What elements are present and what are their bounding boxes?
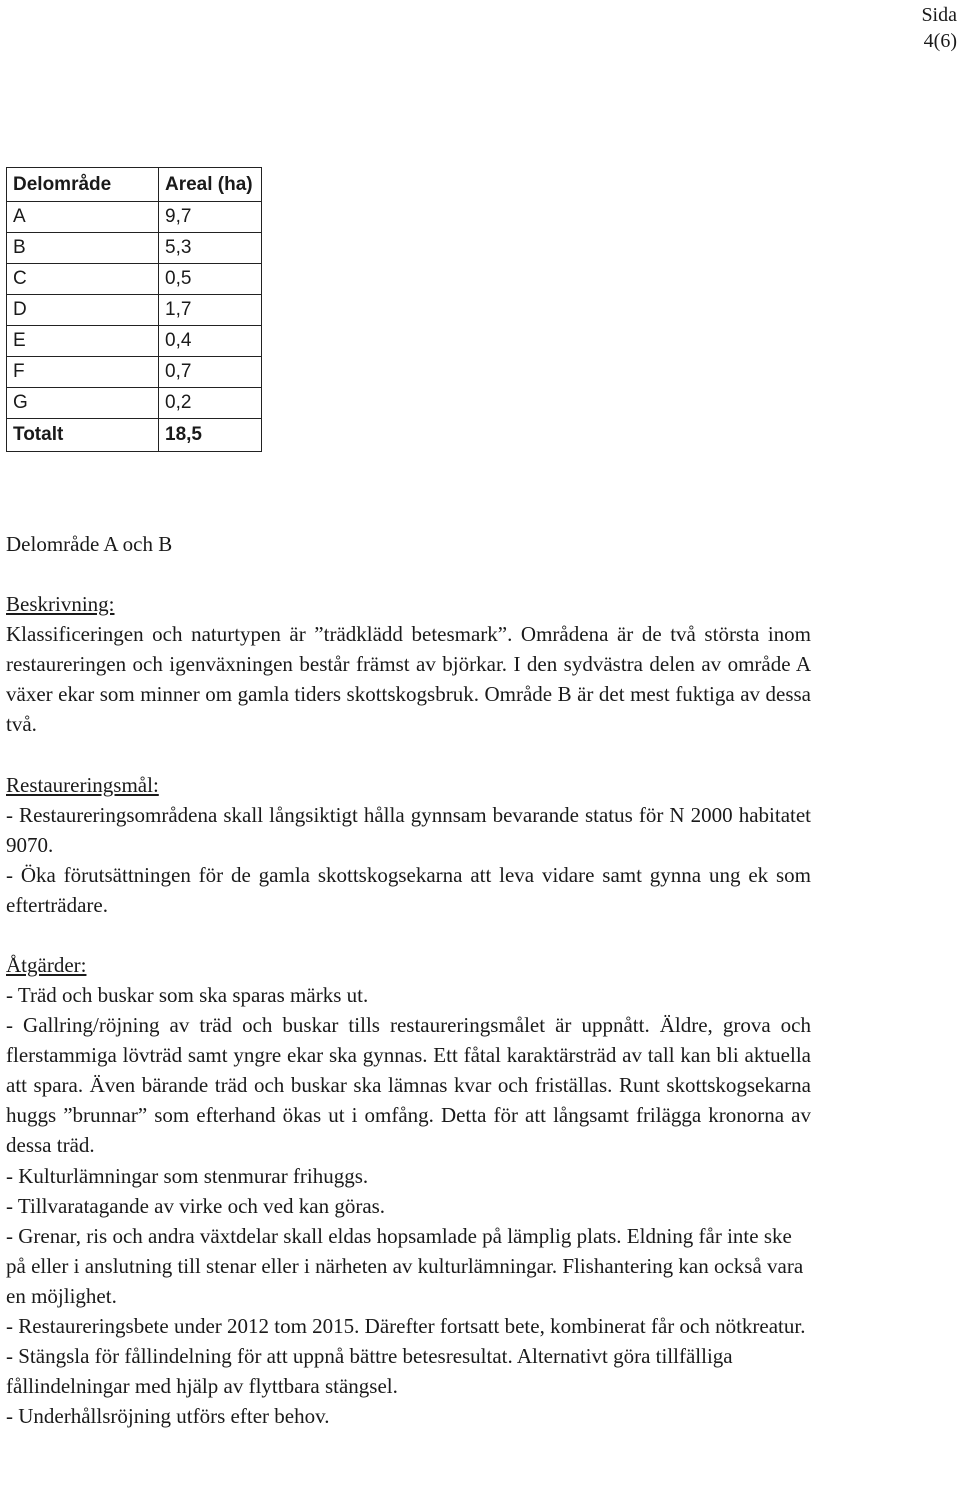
goal-item: - Öka förutsättningen för de gamla skottskogsekarna att leva vidare samt gynna ung ek som efterträdare. — [6, 863, 811, 918]
action-item: - Grenar, ris och andra växtdelar skall eldas hopsamlade på lämplig plats. Eldning får inte ske på eller i anslutning till stenar eller i närheten av kulturlämningar. Flishantering kan också vara en möjlighet. — [6, 1223, 804, 1308]
description-text-end: skottskogsbruk. Område B är det mest fuktiga av dessa två. — [6, 682, 812, 737]
row-area-value: 9,7 — [159, 202, 262, 233]
action-item: - Underhållsröjning utförs efter behov. — [6, 1404, 330, 1429]
row-area-value: 5,3 — [159, 233, 262, 264]
description-section — [6, 589, 811, 739]
row-area-name: D — [7, 295, 159, 326]
row-area-value: 0,4 — [159, 326, 262, 357]
actions-heading: Åtgärder: — [6, 953, 87, 977]
table-row — [7, 326, 262, 357]
row-area-name: C — [7, 264, 159, 295]
description-text — [6, 619, 811, 739]
action-item: - Tillvaratagande av virke och ved kan göras. — [6, 1193, 386, 1218]
section-title: Delområde A och B — [6, 532, 173, 556]
table-row — [7, 357, 262, 388]
table-row — [7, 264, 262, 295]
table-header-row — [7, 168, 262, 202]
row-area-name: G — [7, 388, 159, 419]
action-item: - Kulturlämningar som stenmurar frihuggs. — [6, 1163, 369, 1188]
page-label: Sida — [921, 4, 957, 26]
row-area-name: A — [7, 202, 159, 233]
actions-section — [6, 950, 811, 1431]
goal-item: - Restaureringsområdena skall långsiktigt hålla gynnsam bevarande status för N 2000 habitatet 9070. — [6, 803, 811, 858]
row-area-name: E — [7, 326, 159, 357]
header-delomrade: Delområde — [7, 168, 159, 202]
table-row — [7, 202, 262, 233]
action-item: - Träd och buskar som ska sparas märks ut. — [6, 983, 369, 1007]
table-row — [7, 233, 262, 264]
page-count: 4(6) — [923, 30, 957, 52]
action-item: - Restaureringsbete under 2012 tom 2015. Därefter fortsatt bete, kombinerat får och nötkreatur. — [6, 1314, 806, 1339]
goals-section — [6, 770, 811, 920]
page-number — [921, 2, 957, 54]
total-value: 18,5 — [159, 419, 262, 452]
row-area-name: F — [7, 357, 159, 388]
row-area-value: 0,7 — [159, 357, 262, 388]
table-row — [7, 295, 262, 326]
table-row — [7, 388, 262, 419]
action-item: - Gallring/röjning av träd och buskar tills restaureringsmålet är uppnått. Äldre, grova och flerstammiga lövträd samt yngre ekar ska gynnas. Ett fåtal karaktärsträd av tall kan bli aktuella att spara. Även bärande träd och buskar ska lämnas kvar och friställas. Runt skottskogsekarna huggs ”brunnar” som efterhand ökas ut i omfång. Detta för att långsamt frilägga kronorna av dessa träd. — [6, 1013, 811, 1158]
total-label: Totalt — [7, 419, 159, 452]
action-item: - Stängsla för fållindelning för att uppnå bättre betesresultat. Alternativt göra tillfälliga fållindelningar med hjälp av flyttbara stängsel. — [6, 1344, 733, 1399]
header-areal: Areal (ha) — [159, 168, 262, 202]
row-area-value: 1,7 — [159, 295, 262, 326]
goals-heading: Restaureringsmål: — [6, 773, 159, 797]
row-area-value: 0,5 — [159, 264, 262, 295]
description-text-main: Klassificeringen och naturtypen är ”trädklädd betesmark”. Områdena är de två största inom restaureringen och igenväxningen består främst av björkar. I den sydvästra delen av område A växer ekar som minner om gamla tiders — [6, 622, 811, 707]
description-heading: Beskrivning: — [6, 592, 115, 616]
table-total-row — [7, 419, 262, 452]
row-area-value: 0,2 — [159, 388, 262, 419]
area-table — [6, 167, 262, 452]
row-area-name: B — [7, 233, 159, 264]
